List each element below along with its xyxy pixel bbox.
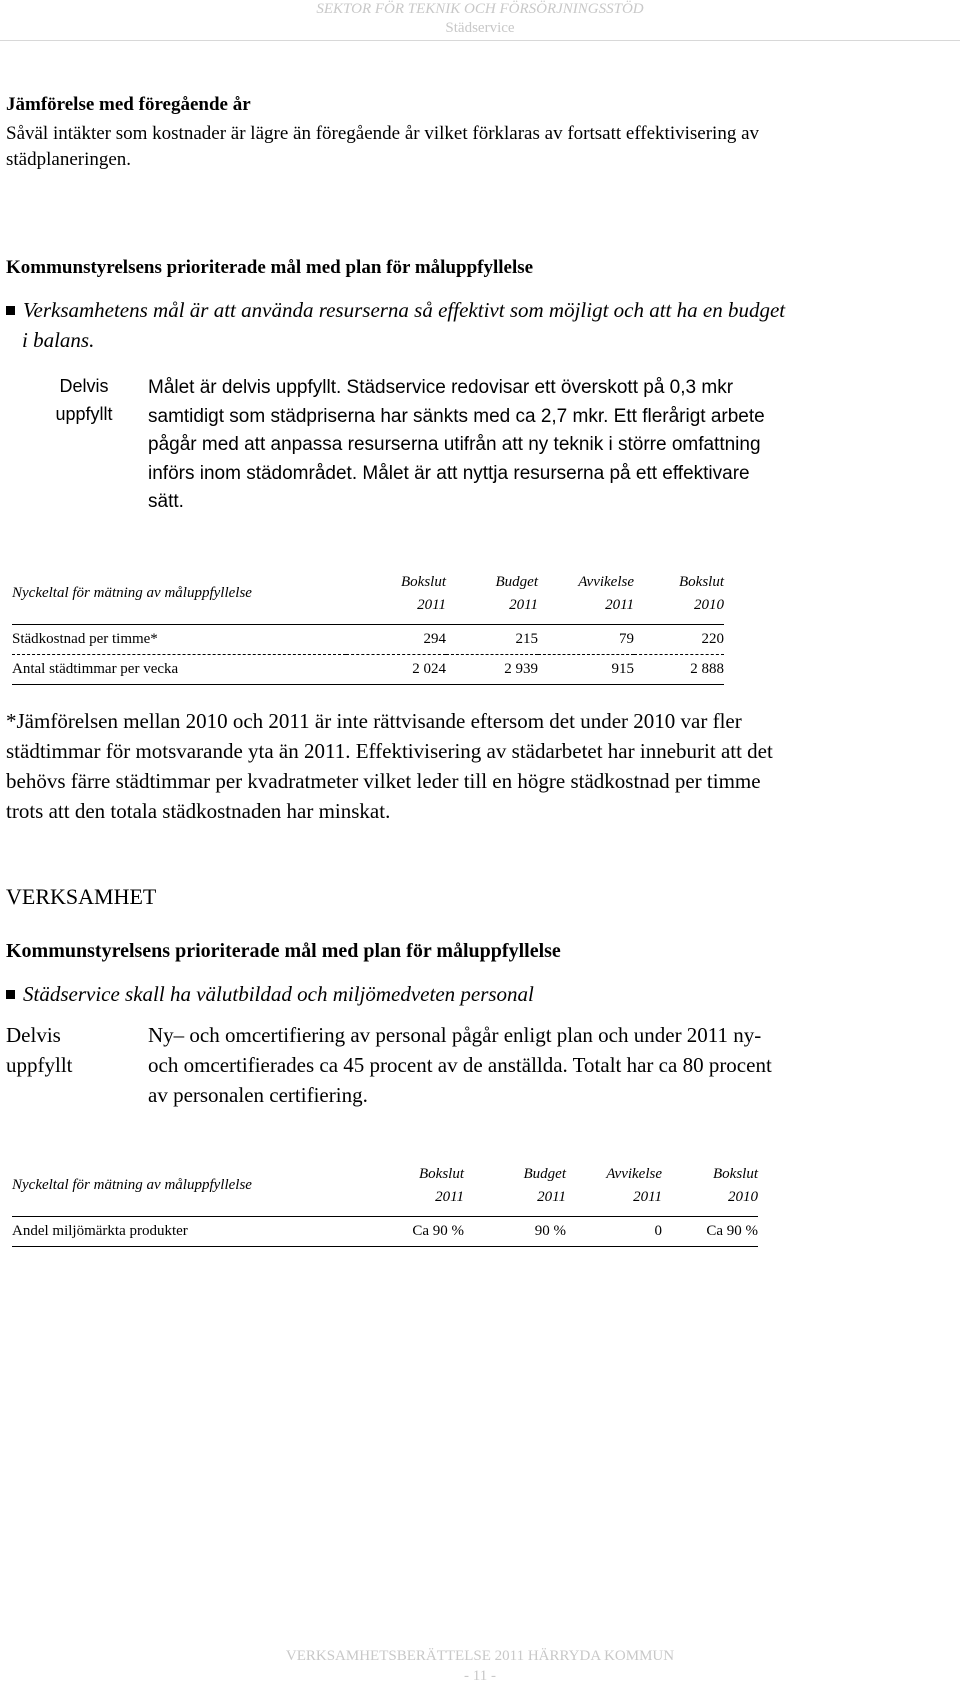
kpi-table-2	[12, 1156, 758, 1247]
row-value: 2 888	[690, 660, 724, 677]
row-value: Ca 90 %	[412, 1222, 464, 1239]
col-header: Avvikelse 2011	[606, 1165, 662, 1205]
table-row	[12, 624, 724, 654]
square-bullet-icon	[6, 306, 15, 315]
goal2-statement: Städservice skall ha välutbildad och miljömedveten personal	[6, 981, 534, 1007]
comparison-line-1: Såväl intäkter som kostnader är lägre än föregående år vilket förklaras av fortsatt effektivisering av	[6, 123, 760, 144]
col-header: Avvikelse 2011	[578, 573, 634, 613]
goal2-text: Ny– och omcertifiering av personal pågår enligt plan och under 2011 ny- och omcertifierades ca 45 procent av de anställda. Totalt har ca 80 procent av personalen certifiering.	[148, 1023, 772, 1107]
comparison-line-2: städplaneringen.	[6, 149, 132, 170]
row-value: 294	[423, 630, 446, 647]
row-value: 215	[515, 630, 538, 647]
row-value: 90 %	[534, 1222, 566, 1239]
row-value: 0	[654, 1222, 662, 1239]
row-value: 220	[701, 630, 724, 647]
header-sector: SEKTOR FÖR TEKNIK OCH FÖRSÖRJNINGSSTÖD	[316, 1, 644, 17]
col-header: Bokslut 2011	[419, 1165, 464, 1205]
goal1-heading: Kommunstyrelsens prioriterade mål med plan för måluppfyllelse	[6, 257, 534, 278]
table-row	[12, 654, 724, 684]
col-header: Budget 2011	[495, 573, 538, 613]
goal1-text: Målet är delvis uppfyllt. Städservice redovisar ett överskott på 0,3 mkr samtidigt som städpriserna har sänkts med ca 2,7 mkr. Ett flerårigt arbete pågår med att anpassa resurserna utifrån att ny teknik i större omfattning införs inom städområdet. Målet är att nyttja resurserna på ett effektivare sätt.	[148, 377, 765, 512]
goal2-status: Delvis uppfyllt	[6, 1023, 73, 1077]
goal2-heading: Kommunstyrelsens prioriterade mål med plan för måluppfyllelse	[6, 940, 561, 962]
square-bullet-icon	[6, 990, 15, 999]
goal1-status: Delvis uppfyllt	[55, 376, 113, 424]
kpi-table-1-header	[12, 564, 724, 624]
kpi-label-header: Nyckeltal för mätning av måluppfyllelse	[12, 1177, 252, 1194]
col-header: Bokslut 2011	[401, 573, 446, 613]
kpi-table-1	[12, 564, 724, 685]
col-header: Bokslut 2010	[713, 1165, 758, 1205]
goal1-statement: Verksamhetens mål är att använda resurserna så effektivt som möjligt och att ha en budget	[6, 297, 785, 323]
row-value: Ca 90 %	[706, 1222, 758, 1239]
row-value: 79	[619, 630, 634, 647]
row-value: 2 024	[412, 660, 446, 677]
footnote: *Jämförelsen mellan 2010 och 2011 är inte rättvisande eftersom det under 2010 var fler städtimmar för motsvarande yta än 2011. Effektivisering av städarbetet har inneburit att det behövs färre städtimmar per kvadratmeter vilket leder till en högre städkostnad per timme trots att den totala städkostnaden har minskat.	[6, 709, 773, 823]
kpi-table-2-header	[12, 1156, 758, 1216]
col-header: Budget 2011	[523, 1165, 566, 1205]
row-label: Antal städtimmar per vecka	[12, 660, 179, 677]
col-header: Bokslut 2010	[679, 573, 724, 613]
header-unit: Städservice	[445, 20, 515, 36]
kpi-label-header: Nyckeltal för mätning av måluppfyllelse	[12, 585, 252, 602]
row-value: 915	[611, 660, 634, 677]
footer-report-title: VERKSAMHETSBERÄTTELSE 2011 HÄRRYDA KOMMUN	[285, 1648, 675, 1664]
row-label: Städkostnad per timme*	[12, 630, 158, 647]
row-label: Andel miljömärkta produkter	[12, 1222, 188, 1239]
goal1-statement-cont: i balans.	[22, 328, 95, 352]
section-title: VERKSAMHET	[6, 884, 157, 909]
header-divider	[0, 40, 960, 41]
comparison-heading: Jämförelse med föregående år	[6, 94, 251, 115]
page-number: - 11 -	[464, 1668, 496, 1684]
table-row	[12, 1216, 758, 1246]
row-value: 2 939	[504, 660, 538, 677]
